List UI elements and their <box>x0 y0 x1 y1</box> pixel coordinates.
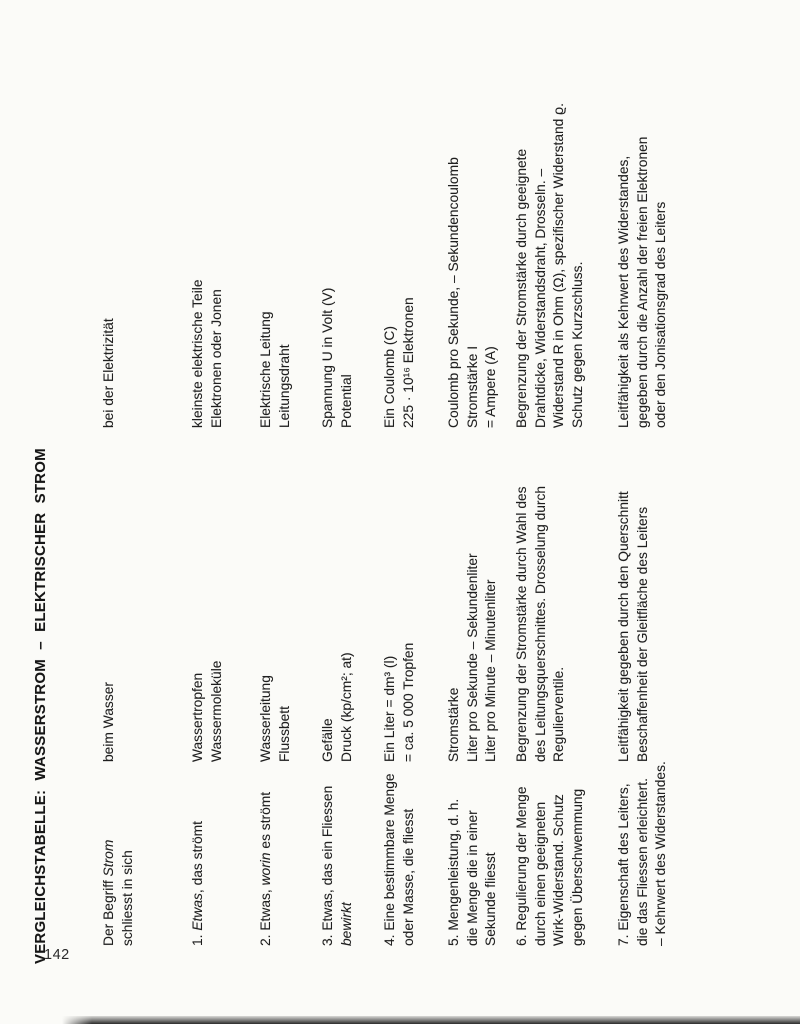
italic-text-segment: Etwas <box>190 893 205 931</box>
text-line: Liter pro Sekunde – Sekundenliter <box>464 553 480 762</box>
text-line: gegen Überschwemmung <box>569 788 585 946</box>
page-number: 142 <box>44 947 70 963</box>
label-cell <box>257 761 276 946</box>
text-line <box>189 761 208 946</box>
label-cell <box>513 761 587 946</box>
text-line: beim Wasser <box>101 682 116 762</box>
water-cell <box>319 427 356 762</box>
water-cell <box>257 427 294 762</box>
text-line: Sekunde fliesst <box>483 852 498 946</box>
text-line: des Leitungsquerschnittes. Drosselung durch <box>532 485 548 762</box>
text-line: = ca. 5 000 Tropfen <box>400 642 416 762</box>
electric-cell <box>381 0 418 428</box>
text-line: Flussbett <box>276 706 292 762</box>
water-cell <box>615 427 652 762</box>
text-line: Beschaffenheit der Gleitfläche des Leiters <box>634 506 650 762</box>
text-line: Wassermoleküle <box>208 660 224 762</box>
text-line: gegeben durch die Anzahl der freien Elektronen <box>634 136 650 428</box>
label-cell <box>100 761 137 946</box>
text-line: Liter pro Minute – Minutenliter <box>483 579 498 762</box>
text-line: 6. Regulierung der Menge <box>514 786 529 946</box>
text-line <box>338 761 357 946</box>
text-line: Ein Coulomb (C) <box>382 326 397 428</box>
text-line <box>100 761 119 946</box>
electric-cell <box>513 0 587 428</box>
text-line: Druck (kp/cm²; at) <box>338 652 354 762</box>
electric-cell <box>615 0 671 428</box>
italic-text-segment: Strom <box>101 839 116 877</box>
text-line: Elektrische Leitung <box>258 311 273 428</box>
water-column-header <box>100 427 119 762</box>
text-segment: 2. Etwas, <box>258 885 273 946</box>
text-line: Drahtdicke, Widerstandsdraht, Drosseln. – <box>532 168 548 428</box>
label-cell <box>381 761 418 946</box>
electric-cell <box>319 0 356 428</box>
text-line: kleinste elektrische Teile <box>190 279 205 428</box>
water-cell <box>513 427 569 762</box>
label-cell <box>319 761 356 946</box>
text-line: Stromstärke <box>446 687 461 762</box>
label-cell <box>189 761 208 946</box>
text-line: Leitfähigkeit gegeben durch den Querschnitt <box>616 491 631 762</box>
electric-cell <box>189 0 226 428</box>
text-line: Begrenzung der Stromstärke durch geeignete <box>514 148 529 428</box>
text-line: 225 · 10¹⁶ Elektronen <box>400 297 416 428</box>
text-line: Wassertropfen <box>190 672 205 762</box>
text-line: 7. Eigenschaft des Leiters, <box>616 783 631 946</box>
text-line: 3. Etwas, das ein Fliessen <box>320 785 335 946</box>
text-segment: 1. <box>190 930 205 946</box>
electric-column-header <box>100 0 119 428</box>
text-line: bei der Elektrizität <box>101 318 116 428</box>
text-line: oder Masse, die fliesst <box>400 808 416 946</box>
italic-text-segment: worin <box>258 852 273 886</box>
page-title: VERGLEICHSTABELLE: WASSERSTROM – ELEKTRISCHER STROM <box>32 448 49 964</box>
text-line: schliesst in sich <box>119 850 135 946</box>
text-line: Gefälle <box>320 718 335 762</box>
label-cell <box>615 761 671 946</box>
text-line: die Menge die in einer <box>464 810 480 946</box>
scan-edge-shadow <box>62 1016 800 1024</box>
water-cell <box>445 427 501 762</box>
label-cell <box>445 761 501 946</box>
text-line: = Ampere (A) <box>483 346 498 428</box>
water-cell <box>381 427 418 762</box>
text-line: durch einen geeigneten <box>532 801 548 946</box>
water-cell <box>189 427 226 762</box>
electric-cell <box>257 0 294 428</box>
text-line: – Kehrwert des Widerstandes. <box>653 761 668 946</box>
text-line <box>257 761 276 946</box>
text-line: Regulierventile. <box>551 666 566 762</box>
text-line: oder den Jonisationsgrad des Leiters <box>653 201 668 428</box>
text-line: Begrenzung der Stromstärke durch Wahl des <box>514 486 529 762</box>
text-line: die das Fliessen erleichtert. <box>634 778 650 946</box>
text-line: Widerstand R in Ohm (Ω), spezifischer Widerstand ϱ. <box>551 103 566 428</box>
text-line: Coulomb pro Sekunde, – Sekundencoulomb <box>446 157 461 428</box>
text-line: Wasserleitung <box>258 675 273 762</box>
text-line: Elektronen oder Jonen <box>208 289 224 428</box>
text-line: Wirk-Widerstand. Schutz <box>551 794 566 946</box>
text-segment: es strömt <box>258 791 273 853</box>
text-line: Spannung U in Volt (V) <box>320 287 335 428</box>
text-line: Leitungsdraht <box>276 344 292 428</box>
text-segment: , das strömt <box>190 821 205 894</box>
text-line: Potential <box>338 374 354 428</box>
text-line: Leitfähigkeit als Kehrwert des Widerstandes, <box>616 155 631 428</box>
text-line: Ein Liter = dm³ (l) <box>382 655 397 762</box>
italic-text-segment: bewirkt <box>338 902 354 946</box>
text-segment: Der Begriff <box>101 876 116 946</box>
text-line: 4. Eine bestimmbare Menge <box>382 773 397 946</box>
electric-cell <box>445 0 501 428</box>
text-line: Schutz gegen Kurzschluss. <box>569 261 585 428</box>
text-line: 5. Mengenleistung, d. h. <box>446 798 461 946</box>
text-line: Stromstärke I <box>464 345 480 428</box>
